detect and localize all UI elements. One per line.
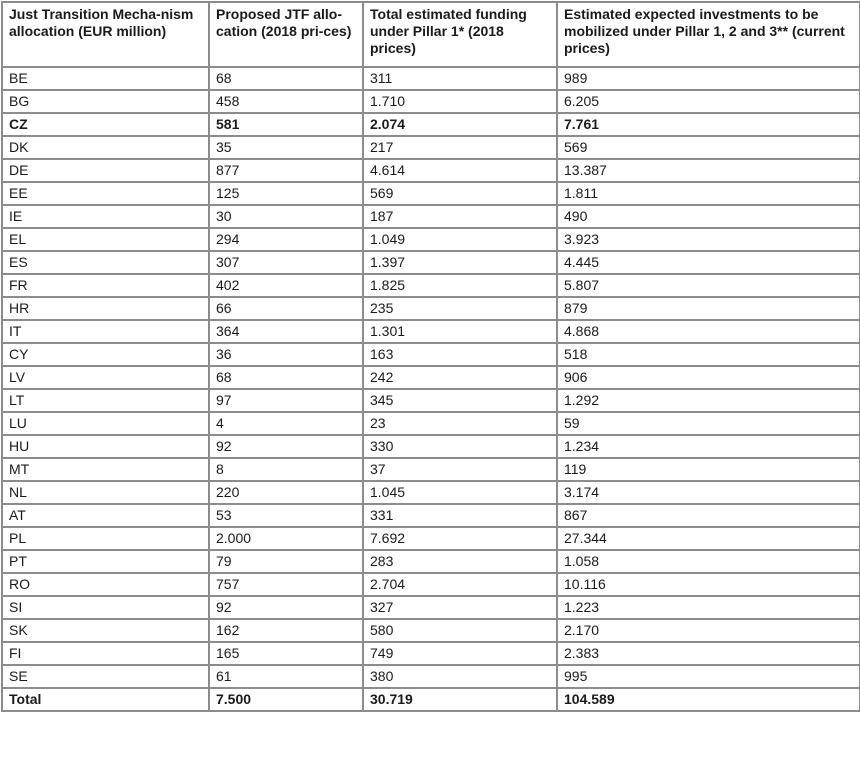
country-cell: EL — [2, 228, 209, 251]
jtf-allocation-cell: 68 — [209, 366, 363, 389]
table-row — [2, 573, 860, 596]
pillar1-funding-cell: 1.049 — [363, 228, 557, 251]
pillar1-funding-cell: 283 — [363, 550, 557, 573]
jtf-allocation-cell: 7.500 — [209, 688, 363, 711]
expected-investment-cell: 995 — [557, 665, 860, 688]
pillar1-funding-cell: 37 — [363, 458, 557, 481]
country-cell: RO — [2, 573, 209, 596]
expected-investment-cell: 518 — [557, 343, 860, 366]
country-cell: HR — [2, 297, 209, 320]
jtf-allocation-cell: 402 — [209, 274, 363, 297]
expected-investment-cell: 1.811 — [557, 182, 860, 205]
pillar1-funding-cell: 217 — [363, 136, 557, 159]
header-jtf-allocation: Proposed JTF allo-cation (2018 pri-ces) — [209, 2, 363, 67]
expected-investment-cell: 10.116 — [557, 573, 860, 596]
country-cell: MT — [2, 458, 209, 481]
table-row — [2, 90, 860, 113]
jtf-allocation-cell: 458 — [209, 90, 363, 113]
pillar1-funding-cell: 1.397 — [363, 251, 557, 274]
pillar1-funding-cell: 1.301 — [363, 320, 557, 343]
table-row — [2, 389, 860, 412]
table-row — [2, 182, 860, 205]
pillar1-funding-cell: 2.074 — [363, 113, 557, 136]
expected-investment-cell: 879 — [557, 297, 860, 320]
jtf-allocation-cell: 68 — [209, 67, 363, 90]
jtf-allocation-cell: 581 — [209, 113, 363, 136]
country-cell: DK — [2, 136, 209, 159]
jtf-allocation-cell: 66 — [209, 297, 363, 320]
pillar1-funding-cell: 330 — [363, 435, 557, 458]
expected-investment-cell: 867 — [557, 504, 860, 527]
jtf-allocation-cell: 35 — [209, 136, 363, 159]
expected-investment-cell: 2.170 — [557, 619, 860, 642]
jtf-allocation-cell: 61 — [209, 665, 363, 688]
pillar1-funding-cell: 187 — [363, 205, 557, 228]
expected-investment-cell: 2.383 — [557, 642, 860, 665]
jtm-allocation-table — [1, 1, 860, 712]
pillar1-funding-cell: 580 — [363, 619, 557, 642]
pillar1-funding-cell: 7.692 — [363, 527, 557, 550]
expected-investment-cell: 13.387 — [557, 159, 860, 182]
country-cell: SK — [2, 619, 209, 642]
pillar1-funding-cell: 327 — [363, 596, 557, 619]
country-cell: EE — [2, 182, 209, 205]
pillar1-funding-cell: 345 — [363, 389, 557, 412]
header-allocation: Just Transition Mecha-nism allocation (EUR million) — [2, 2, 209, 67]
expected-investment-cell: 989 — [557, 67, 860, 90]
table-row — [2, 596, 860, 619]
table-header-row — [2, 2, 860, 67]
country-cell: HU — [2, 435, 209, 458]
table-row — [2, 481, 860, 504]
country-cell: BE — [2, 67, 209, 90]
table-row — [2, 205, 860, 228]
table-row — [2, 343, 860, 366]
pillar1-funding-cell: 1.045 — [363, 481, 557, 504]
country-cell: IT — [2, 320, 209, 343]
pillar1-funding-cell: 242 — [363, 366, 557, 389]
country-cell: PL — [2, 527, 209, 550]
country-cell: SE — [2, 665, 209, 688]
table-row — [2, 435, 860, 458]
country-cell: Total — [2, 688, 209, 711]
jtf-allocation-cell: 220 — [209, 481, 363, 504]
jtf-allocation-cell: 757 — [209, 573, 363, 596]
expected-investment-cell: 1.058 — [557, 550, 860, 573]
jtf-allocation-cell: 877 — [209, 159, 363, 182]
expected-investment-cell: 5.807 — [557, 274, 860, 297]
pillar1-funding-cell: 331 — [363, 504, 557, 527]
pillar1-funding-cell: 235 — [363, 297, 557, 320]
pillar1-funding-cell: 1.710 — [363, 90, 557, 113]
expected-investment-cell: 490 — [557, 205, 860, 228]
table-row — [2, 251, 860, 274]
table-row — [2, 665, 860, 688]
jtf-allocation-cell: 79 — [209, 550, 363, 573]
jtf-allocation-cell: 36 — [209, 343, 363, 366]
expected-investment-cell: 4.868 — [557, 320, 860, 343]
country-cell: IE — [2, 205, 209, 228]
pillar1-funding-cell: 4.614 — [363, 159, 557, 182]
expected-investment-cell: 1.292 — [557, 389, 860, 412]
country-cell: BG — [2, 90, 209, 113]
table-row — [2, 412, 860, 435]
expected-investment-cell: 7.761 — [557, 113, 860, 136]
pillar1-funding-cell: 569 — [363, 182, 557, 205]
pillar1-funding-cell: 163 — [363, 343, 557, 366]
country-cell: SI — [2, 596, 209, 619]
pillar1-funding-cell: 23 — [363, 412, 557, 435]
table-row — [2, 67, 860, 90]
table-row — [2, 274, 860, 297]
total-row — [2, 688, 860, 711]
header-expected-investments: Estimated expected investments to be mobilized under Pillar 1, 2 and 3** (current prices) — [557, 2, 860, 67]
header-pillar1-funding: Total estimated funding under Pillar 1* (2018 prices) — [363, 2, 557, 67]
jtf-allocation-cell: 92 — [209, 596, 363, 619]
jtf-allocation-cell: 92 — [209, 435, 363, 458]
jtf-allocation-cell: 2.000 — [209, 527, 363, 550]
country-cell: CY — [2, 343, 209, 366]
table-row — [2, 113, 860, 136]
expected-investment-cell: 59 — [557, 412, 860, 435]
table-row — [2, 366, 860, 389]
expected-investment-cell: 27.344 — [557, 527, 860, 550]
expected-investment-cell: 6.205 — [557, 90, 860, 113]
pillar1-funding-cell: 2.704 — [363, 573, 557, 596]
jtf-allocation-cell: 125 — [209, 182, 363, 205]
expected-investment-cell: 1.223 — [557, 596, 860, 619]
jtf-allocation-cell: 53 — [209, 504, 363, 527]
table-row — [2, 297, 860, 320]
table-row — [2, 228, 860, 251]
jtf-allocation-cell: 4 — [209, 412, 363, 435]
table-row — [2, 136, 860, 159]
pillar1-funding-cell: 311 — [363, 67, 557, 90]
table-row — [2, 642, 860, 665]
jtf-allocation-cell: 307 — [209, 251, 363, 274]
expected-investment-cell: 569 — [557, 136, 860, 159]
country-cell: AT — [2, 504, 209, 527]
table-row — [2, 504, 860, 527]
country-cell: NL — [2, 481, 209, 504]
expected-investment-cell: 3.923 — [557, 228, 860, 251]
jtf-allocation-cell: 165 — [209, 642, 363, 665]
table-row — [2, 550, 860, 573]
pillar1-funding-cell: 749 — [363, 642, 557, 665]
jtf-allocation-cell: 30 — [209, 205, 363, 228]
table-row — [2, 619, 860, 642]
country-cell: FR — [2, 274, 209, 297]
country-cell: CZ — [2, 113, 209, 136]
table-row — [2, 458, 860, 481]
country-cell: LV — [2, 366, 209, 389]
expected-investment-cell: 906 — [557, 366, 860, 389]
table-row — [2, 320, 860, 343]
country-cell: ES — [2, 251, 209, 274]
expected-investment-cell: 104.589 — [557, 688, 860, 711]
expected-investment-cell: 4.445 — [557, 251, 860, 274]
country-cell: FI — [2, 642, 209, 665]
table-row — [2, 159, 860, 182]
country-cell: PT — [2, 550, 209, 573]
pillar1-funding-cell: 1.825 — [363, 274, 557, 297]
country-cell: DE — [2, 159, 209, 182]
expected-investment-cell: 3.174 — [557, 481, 860, 504]
jtf-allocation-cell: 97 — [209, 389, 363, 412]
pillar1-funding-cell: 380 — [363, 665, 557, 688]
jtf-allocation-cell: 162 — [209, 619, 363, 642]
pillar1-funding-cell: 30.719 — [363, 688, 557, 711]
jtf-allocation-cell: 8 — [209, 458, 363, 481]
jtf-allocation-cell: 294 — [209, 228, 363, 251]
expected-investment-cell: 119 — [557, 458, 860, 481]
table-row — [2, 527, 860, 550]
expected-investment-cell: 1.234 — [557, 435, 860, 458]
country-cell: LT — [2, 389, 209, 412]
table-body — [2, 67, 860, 711]
country-cell: LU — [2, 412, 209, 435]
jtf-allocation-cell: 364 — [209, 320, 363, 343]
